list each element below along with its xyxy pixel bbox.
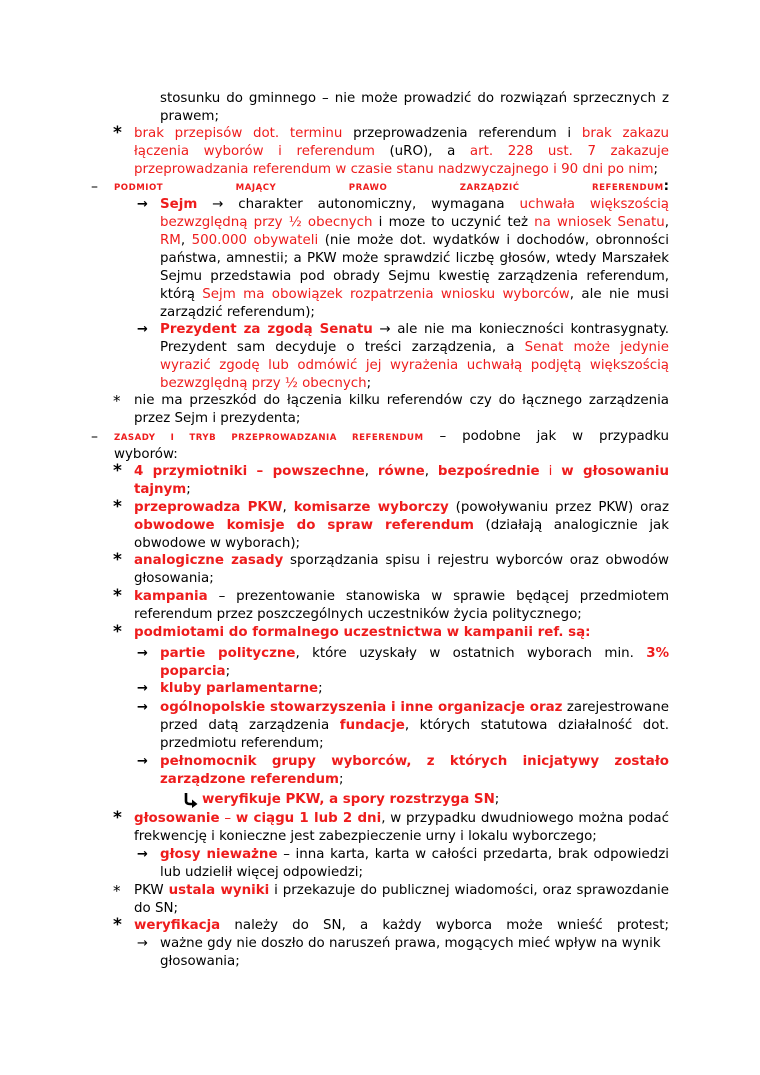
bullet-star-icon: * — [113, 915, 122, 935]
text-segment: Sejmu przedstawia pod obrady Sejmu kwestię zarządzenia referendum, — [160, 269, 669, 284]
bullet-arrow-icon: → — [137, 681, 148, 696]
text-segment: weryfikuje PKW, a spory rozstrzyga SN — [202, 792, 495, 807]
text-segment: ; — [339, 772, 344, 787]
text-segment: na wniosek Senatu — [534, 215, 665, 230]
text-line — [160, 286, 669, 304]
text-line — [134, 624, 591, 642]
text-segment: ; — [494, 792, 500, 807]
text-line — [160, 864, 363, 882]
bullet-arrow-icon: → — [137, 847, 148, 862]
text-line — [202, 791, 499, 809]
bullet-star-icon: * — [113, 461, 122, 481]
text-line — [134, 828, 597, 846]
text-segment: i przekazuje do publicznej wiadomości, oraz sprawozdanie — [269, 883, 669, 898]
text-line — [160, 232, 669, 250]
text-segment: (nie może dot. wydatków i dochodów, obronności — [318, 233, 669, 248]
text-segment: lub udzielił więcej odpowiedzi; — [160, 865, 363, 880]
text-line — [134, 481, 191, 499]
text-segment: – inna karta, karta w całości przedarta, brak odpowiedzi — [277, 847, 669, 862]
text-line — [160, 214, 669, 232]
bullet-star-icon: * — [113, 586, 122, 606]
text-segment: frekwencję i konieczne jest zabezpieczenie urny i lokalu wyborczego; — [134, 829, 597, 844]
text-line — [160, 268, 669, 286]
text-line — [160, 304, 315, 322]
text-line — [134, 900, 178, 918]
text-segment: należy do SN, a każdy wyborca może wnieść protest; — [220, 918, 669, 933]
text-segment: równe — [377, 464, 425, 479]
text-segment: głosowanie — [134, 811, 220, 826]
text-segment: , — [282, 500, 294, 515]
text-segment: PKW — [134, 883, 169, 898]
text-segment: Sejm — [160, 197, 198, 212]
text-segment: , — [364, 464, 378, 479]
text-segment: fundacje — [339, 718, 405, 733]
text-segment: (uRO), a — [374, 144, 470, 159]
text-segment: ; — [318, 681, 323, 696]
text-line — [160, 645, 669, 663]
text-segment: analogiczne zasady — [134, 553, 284, 568]
text-segment: przez Sejm i prezydenta; — [134, 411, 301, 426]
text-segment: przed datą zarządzenia — [160, 718, 340, 733]
text-line — [160, 321, 669, 339]
text-segment: ustala wyniki — [168, 883, 270, 898]
text-segment: państwa, amnestii; a PKW może sprawdzić liczbę głosów, wtedy Marszałek — [160, 251, 669, 266]
text-segment: 3% — [646, 646, 669, 661]
text-line — [160, 935, 661, 953]
text-segment: , w przypadku dwudniowego można podać — [381, 811, 669, 826]
text-segment: poparcia — [160, 664, 226, 679]
bullet-arrow-icon: → — [137, 936, 148, 951]
text-line — [134, 410, 300, 428]
text-segment: kampania — [134, 589, 208, 604]
text-line — [160, 663, 230, 681]
text-segment: PODMIOT MAJĄCY PRAWO ZARZĄDZIĆ REFERENDUM — [114, 183, 664, 193]
text-segment: – — [219, 811, 236, 826]
text-segment: , — [180, 233, 192, 248]
text-segment: i — [539, 464, 562, 479]
text-segment: łączenia wyborów i referendum — [134, 144, 375, 159]
text-line — [160, 699, 669, 717]
text-segment: którą — [160, 287, 203, 302]
text-segment: , — [664, 215, 669, 230]
text-line — [134, 161, 658, 179]
bullet-dash-icon: – — [91, 179, 98, 195]
text-segment: ; — [653, 162, 659, 177]
text-segment: bezwzględną przy ½ obecnych — [160, 376, 367, 391]
text-segment: głosowania; — [160, 954, 240, 969]
text-segment: , które uzyskały w ostatnich wyborach min. — [295, 646, 647, 661]
text-segment: , których statutowa działalność dot. — [404, 718, 669, 733]
text-segment: tajnym — [134, 482, 187, 497]
text-segment: obwodowe w wyborach); — [134, 536, 301, 551]
text-line — [134, 143, 669, 161]
text-segment: → ale nie ma konieczności kontrasygnaty. — [372, 322, 669, 337]
text-segment: zarządzić referendum); — [160, 305, 315, 320]
bullet-arrow-icon: → — [137, 700, 148, 715]
text-segment: Sejm ma obowiązek rozpatrzenia wniosku wyborców — [202, 287, 570, 302]
text-segment: bezpośrednie — [437, 464, 540, 479]
text-segment: przeprowadzenia referendum i — [342, 126, 582, 141]
text-segment: , — [424, 464, 438, 479]
text-segment: brak zakazu — [581, 126, 669, 141]
text-segment: głosowania; — [134, 571, 214, 586]
text-line — [134, 125, 669, 143]
bullet-arrow-icon: → — [137, 646, 148, 661]
text-line — [114, 428, 669, 447]
text-line — [160, 771, 344, 789]
text-segment: partie polityczne — [160, 646, 296, 661]
text-line — [134, 810, 669, 828]
text-segment: przedmiotu referendum; — [160, 736, 324, 751]
text-segment: obwodowe komisje do spraw referendum — [134, 518, 474, 533]
text-line — [134, 588, 669, 606]
text-segment: weryfikacja — [134, 918, 221, 933]
curved-arrow-icon — [183, 792, 199, 808]
text-line — [160, 375, 371, 393]
text-segment: – prezentowanie stanowiska w sprawie będącej przedmiotem — [207, 589, 669, 604]
text-line — [160, 196, 669, 214]
text-line — [134, 570, 214, 588]
bullet-arrow-icon: → — [137, 197, 148, 212]
text-segment: przeprowadza PKW — [134, 500, 283, 515]
text-segment: ; — [225, 664, 231, 679]
bullet-dash-icon: – — [91, 429, 98, 445]
text-line — [134, 535, 300, 553]
text-line — [134, 499, 669, 517]
text-segment: ważne gdy nie doszło do naruszeń prawa, mogących mieć wpływ na wynik — [160, 936, 661, 951]
text-segment: i moze to uczynić też — [372, 215, 535, 230]
text-line — [134, 882, 669, 900]
text-segment: sporządzania spisu i rejestru wyborców oraz obwodów — [283, 553, 670, 568]
bullet-star-icon: * — [113, 808, 122, 828]
text-segment: referendum przez poszczególnych uczestników życia politycznego; — [134, 607, 582, 622]
text-line — [160, 108, 219, 126]
text-line — [160, 953, 240, 971]
text-line — [134, 552, 669, 570]
text-line — [134, 517, 669, 535]
text-segment: Prezydent za zgodą Senatu — [160, 322, 373, 337]
bullet-star-icon: * — [113, 392, 121, 410]
text-line — [160, 735, 324, 753]
text-segment: komisarze wyborczy — [293, 500, 449, 515]
text-segment: Prezydent sam decyduje o treści zarządzenia, a — [160, 340, 525, 355]
text-segment: przeprowadzania referendum w czasie stanu nadzwyczajnego i 90 dni po nim — [134, 162, 654, 177]
text-segment: : — [663, 179, 669, 194]
bullet-star-icon: * — [113, 123, 122, 143]
text-segment: do SN; — [134, 901, 178, 916]
text-segment: podmiotami do formalnego uczestnictwa w kampanii ref. są: — [134, 625, 591, 640]
text-segment: 4 przymiotniki – powszechne — [134, 464, 365, 479]
text-segment: stosunku do gminnego – nie może prowadzić do rozwiązań sprzecznych z — [160, 91, 669, 106]
text-line — [160, 357, 669, 375]
text-line — [114, 178, 669, 197]
text-segment: zarejestrowane — [562, 700, 669, 715]
text-segment: , ale nie musi — [569, 287, 669, 302]
text-segment: ; — [186, 482, 191, 497]
text-segment: w ciągu 1 lub 2 dni — [235, 811, 382, 826]
text-segment: ; — [366, 376, 372, 391]
text-segment: ogólnopolskie stowarzyszenia i inne organizacje oraz — [160, 700, 563, 715]
text-segment: (powoływaniu przez PKW) oraz — [448, 500, 670, 515]
text-line — [134, 392, 669, 410]
text-segment: → charakter autonomiczny, wymagana — [197, 197, 520, 212]
text-segment: brak przepisów dot. terminu — [134, 126, 343, 141]
bullet-star-icon: * — [113, 622, 122, 642]
text-line — [160, 339, 669, 357]
text-segment: kluby parlamentarne — [160, 681, 319, 696]
text-segment: prawem; — [160, 109, 219, 124]
text-segment: – podobne jak w przypadku — [423, 429, 669, 444]
text-segment: wyborów: — [114, 447, 178, 462]
text-line — [134, 463, 669, 481]
text-line — [160, 90, 669, 108]
bullet-star-icon: * — [113, 882, 121, 900]
bullet-arrow-icon: → — [137, 322, 148, 337]
text-segment: w głosowaniu — [561, 464, 670, 479]
text-segment: art. 228 ust. 7 zakazuje — [469, 144, 669, 159]
text-line — [114, 446, 178, 464]
bullet-arrow-icon: → — [137, 754, 148, 769]
text-segment: nie ma przeszkód do łączenia kilku referendów czy do łącznego zarządzenia — [134, 393, 669, 408]
text-line — [160, 680, 323, 698]
bullet-star-icon: * — [113, 497, 122, 517]
text-line — [134, 917, 669, 935]
text-line — [160, 250, 669, 268]
text-segment: zarządzone referendum — [160, 772, 340, 787]
text-line — [134, 606, 582, 624]
text-segment: głosy nieważne — [160, 847, 278, 862]
text-segment: (działają analogicznie jak — [473, 518, 669, 533]
text-segment: Senat może jedynie — [524, 340, 670, 355]
bullet-star-icon: * — [113, 550, 122, 570]
text-segment: 500.000 obywateli — [191, 233, 319, 248]
text-segment: bezwzględną przy ½ obecnych — [160, 215, 373, 230]
text-line — [160, 846, 669, 864]
text-segment: ZASADY I TRYB PRZEPROWADZANIA REFERENDUM — [114, 433, 424, 443]
text-segment: uchwała większością — [519, 197, 669, 212]
text-segment: RM — [160, 233, 181, 248]
text-line — [160, 717, 669, 735]
text-line — [160, 753, 669, 771]
text-segment: wyrazić zgodę lub odmówić jej wyrażenia uchwałą podjętą większością — [160, 358, 669, 373]
text-segment: pełnomocnik grupy wyborców, z których inicjatywy zostało — [160, 754, 669, 769]
